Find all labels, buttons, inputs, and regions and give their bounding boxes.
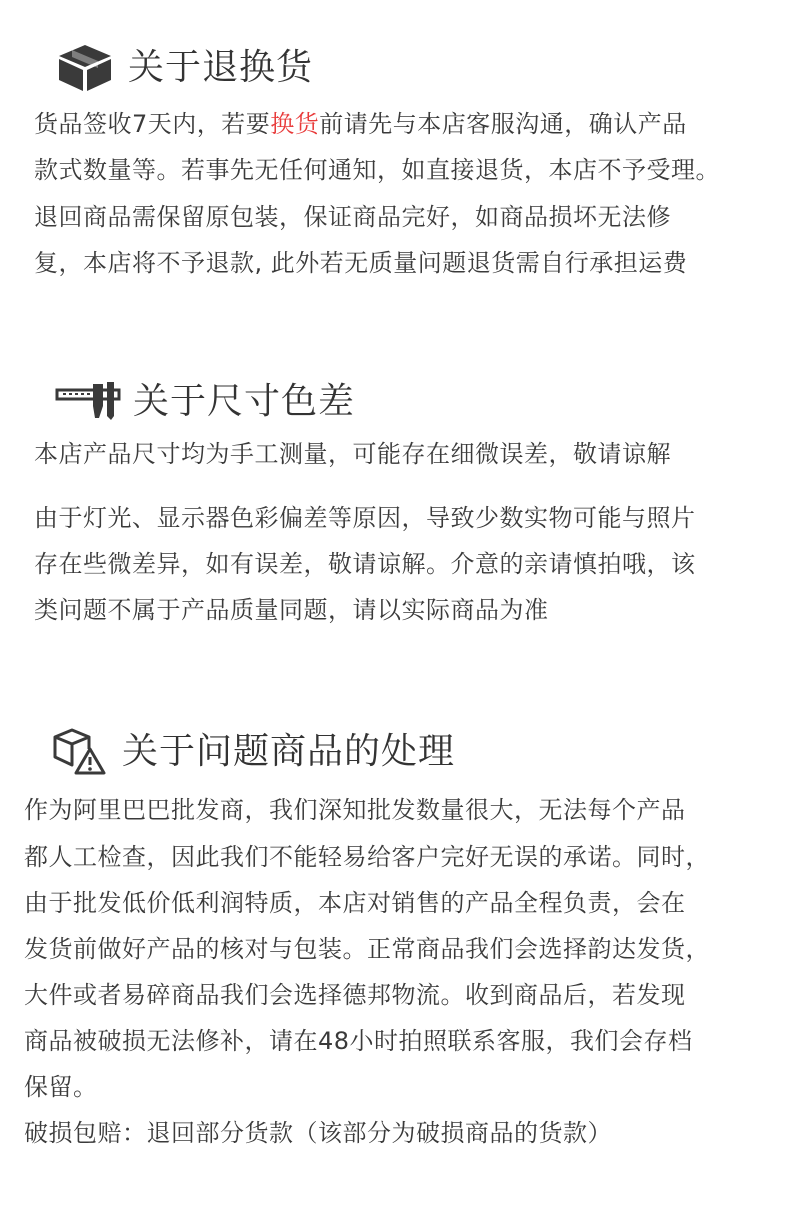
box-icon <box>58 44 112 92</box>
problem-line: 由于批发低价低利润特质，本店对销售的产品全程负责，会在 <box>24 889 686 917</box>
size-line-2: 存在些微差异，如有误差，敬请谅解。介意的亲请慎拍哦，该 <box>34 550 696 578</box>
size-line-1: 由于灯光、显示器色彩偏差等原因，导致少数实物可能与照片 <box>34 504 696 532</box>
returns-line-4: 复，本店将不予退款, 此外若无质量问题退货需自行承担运费 <box>34 249 688 277</box>
section-title-problem: 关于问题商品的处理 <box>122 731 456 772</box>
problem-line: 都人工检查，因此我们不能轻易给客户完好无误的承诺。同时， <box>24 843 710 871</box>
returns-line-1 <box>34 109 687 139</box>
damaged-box-warning-icon <box>52 727 106 775</box>
returns-line-1-pre: 货品签收7天内，若要 <box>34 110 271 138</box>
exchange-highlight: 换货 <box>270 110 320 138</box>
section-title-returns: 关于退换货 <box>128 47 314 88</box>
problem-line: 破损包赔：退回部分货款（该部分为破损商品的货款） <box>24 1119 612 1147</box>
returns-line-2: 款式数量等。若事先无任何通知，如直接退货，本店不予受理。 <box>34 156 720 184</box>
caliper-icon <box>55 380 121 420</box>
problem-line: 保留。 <box>24 1073 98 1101</box>
returns-line-1-post: 前请先与本店客服沟通，确认产品 <box>319 110 687 138</box>
section-title-size: 关于尺寸色差 <box>133 381 356 422</box>
size-line-3: 类问题不属于产品质量同题，请以实际商品为准 <box>34 596 549 624</box>
problem-line: 商品被破损无法修补，请在48小时拍照联系客服，我们会存档 <box>24 1027 693 1055</box>
returns-line-3: 退回商品需保留原包装，保证商品完好，如商品损坏无法修 <box>34 203 671 231</box>
problem-line: 大件或者易碎商品我们会选择德邦物流。收到商品后，若发现 <box>24 981 686 1009</box>
size-intro: 本店产品尺寸均为手工测量，可能存在细微误差，敬请谅解 <box>34 440 671 468</box>
problem-line: 作为阿里巴巴批发商，我们深知批发数量很大，无法每个产品 <box>24 796 686 824</box>
problem-line: 发货前做好产品的核对与包装。正常商品我们会选择韵达发货， <box>24 935 710 963</box>
